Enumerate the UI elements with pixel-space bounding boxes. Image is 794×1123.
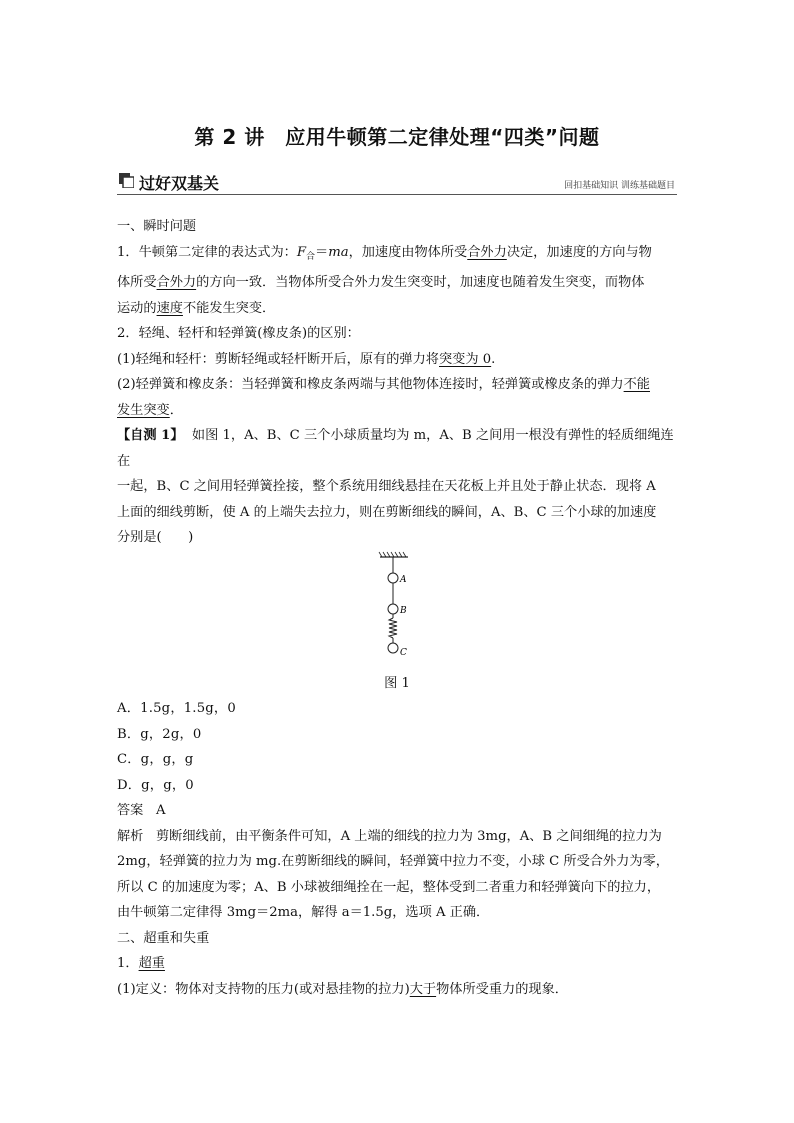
blank-net-force: 合外力: [467, 244, 507, 260]
paragraph-rope-rod: (1)轻绳和轻杆：剪断轻绳或轻杆断开后，原有的弹力将突变为 0.: [117, 351, 496, 367]
page-title: 第 2 讲 应用牛顿第二定律处理“四类”问题: [194, 125, 600, 149]
heading-overweight: 二、超重和失重: [117, 930, 210, 946]
blank-velocity: 速度: [156, 300, 183, 316]
answer-label: 答案: [117, 803, 144, 818]
hanging-balls-diagram: [378, 551, 418, 671]
blank-sudden-change: 发生突变: [117, 402, 170, 418]
option-c: C．g，g，g: [117, 752, 194, 767]
blank-net-force-2: 合外力: [156, 275, 197, 290]
answer-line: [117, 798, 677, 824]
section-subtitle: 回扣基础知识 训练基础题目: [564, 181, 675, 191]
definition-overweight: (1)定义：物体对支持物的压力(或对悬挂物的拉力)大于物体所受重力的现象．: [117, 981, 568, 997]
section-header: [117, 170, 677, 195]
paragraph-spring: (2)轻弹簧和橡皮条：当轻弹簧和橡皮条两端与其他物体连接时，轻弹簧或橡皮条的弹力不能 发生突变．: [117, 377, 650, 418]
option-b: B．g，2g，0: [117, 726, 202, 742]
paragraph-rope-rod-spring: 2．轻绳、轻杆和轻弹簧(橡皮条)的区别：: [117, 326, 360, 341]
section-title: 过好双基关: [139, 174, 220, 193]
self-test-tag: 【自测 1】: [117, 428, 184, 443]
answer-value: A: [155, 803, 166, 818]
self-test-question: 【自测 1】 如图 1，A、B、C 三个小球质量均为 m，A、B 之间用一根没有弹性的轻质细绳连在 一起，B、C 之间用轻弹簧拴接，整个系统用细线悬挂在天花板上并且处于静止状态．现将 A 上面的细线剪断，使 A 的上端失去拉力，则在剪断细线的瞬间，A、B、C 三个小球的加速度 分别是( ): [117, 428, 674, 545]
blank-overweight: 超重: [138, 956, 165, 971]
figure-caption: 图 1: [384, 675, 410, 691]
heading-instant: 一、瞬时问题: [117, 219, 197, 234]
figure-1: [117, 551, 677, 671]
section-square-icon: [119, 173, 134, 188]
paragraph-newton-law: 1．牛顿第二定律的表达式为：$F_合=ma$，加速度由物体所受合外力决定，加速度的方向与物 体所受合外力的方向一致．当物体所受合外力发生突变时，加速度也随着发生突变，而物体 运动的速度不能发生突变．: [117, 244, 652, 316]
analysis-label: 解析: [117, 828, 144, 844]
blank-greater-than: 大于: [409, 981, 437, 997]
label-b: B: [400, 605, 407, 616]
option-a: A．1.5g，1.5g，0: [117, 701, 236, 716]
blank-zero: 突变为 0: [439, 351, 492, 367]
label-c: C: [400, 647, 407, 658]
document-body: [117, 214, 677, 1002]
option-d: D．g，g，0: [117, 777, 194, 793]
analysis: 解析 剪断细线前，由平衡条件可知，A 上端的细线的拉力为 3mg，A、B 之间细绳的拉力为 2mg，轻弹簧的拉力为 mg.在剪断细线的瞬间，轻弹簧中拉力不变，小球 C 所受合外力为零， 所以 C 的加速度为零；A、B 小球被细绳拴在一起，整体受到二者重力和轻弹簧向下的拉力， 由牛顿第二定律得 3mg＝2ma，解得 a＝1.5g，选项 A 正确．: [117, 828, 669, 920]
blank-cannot: 不能: [623, 377, 650, 392]
label-a: A: [400, 574, 407, 585]
item-overweight: 1．超重: [117, 956, 165, 971]
